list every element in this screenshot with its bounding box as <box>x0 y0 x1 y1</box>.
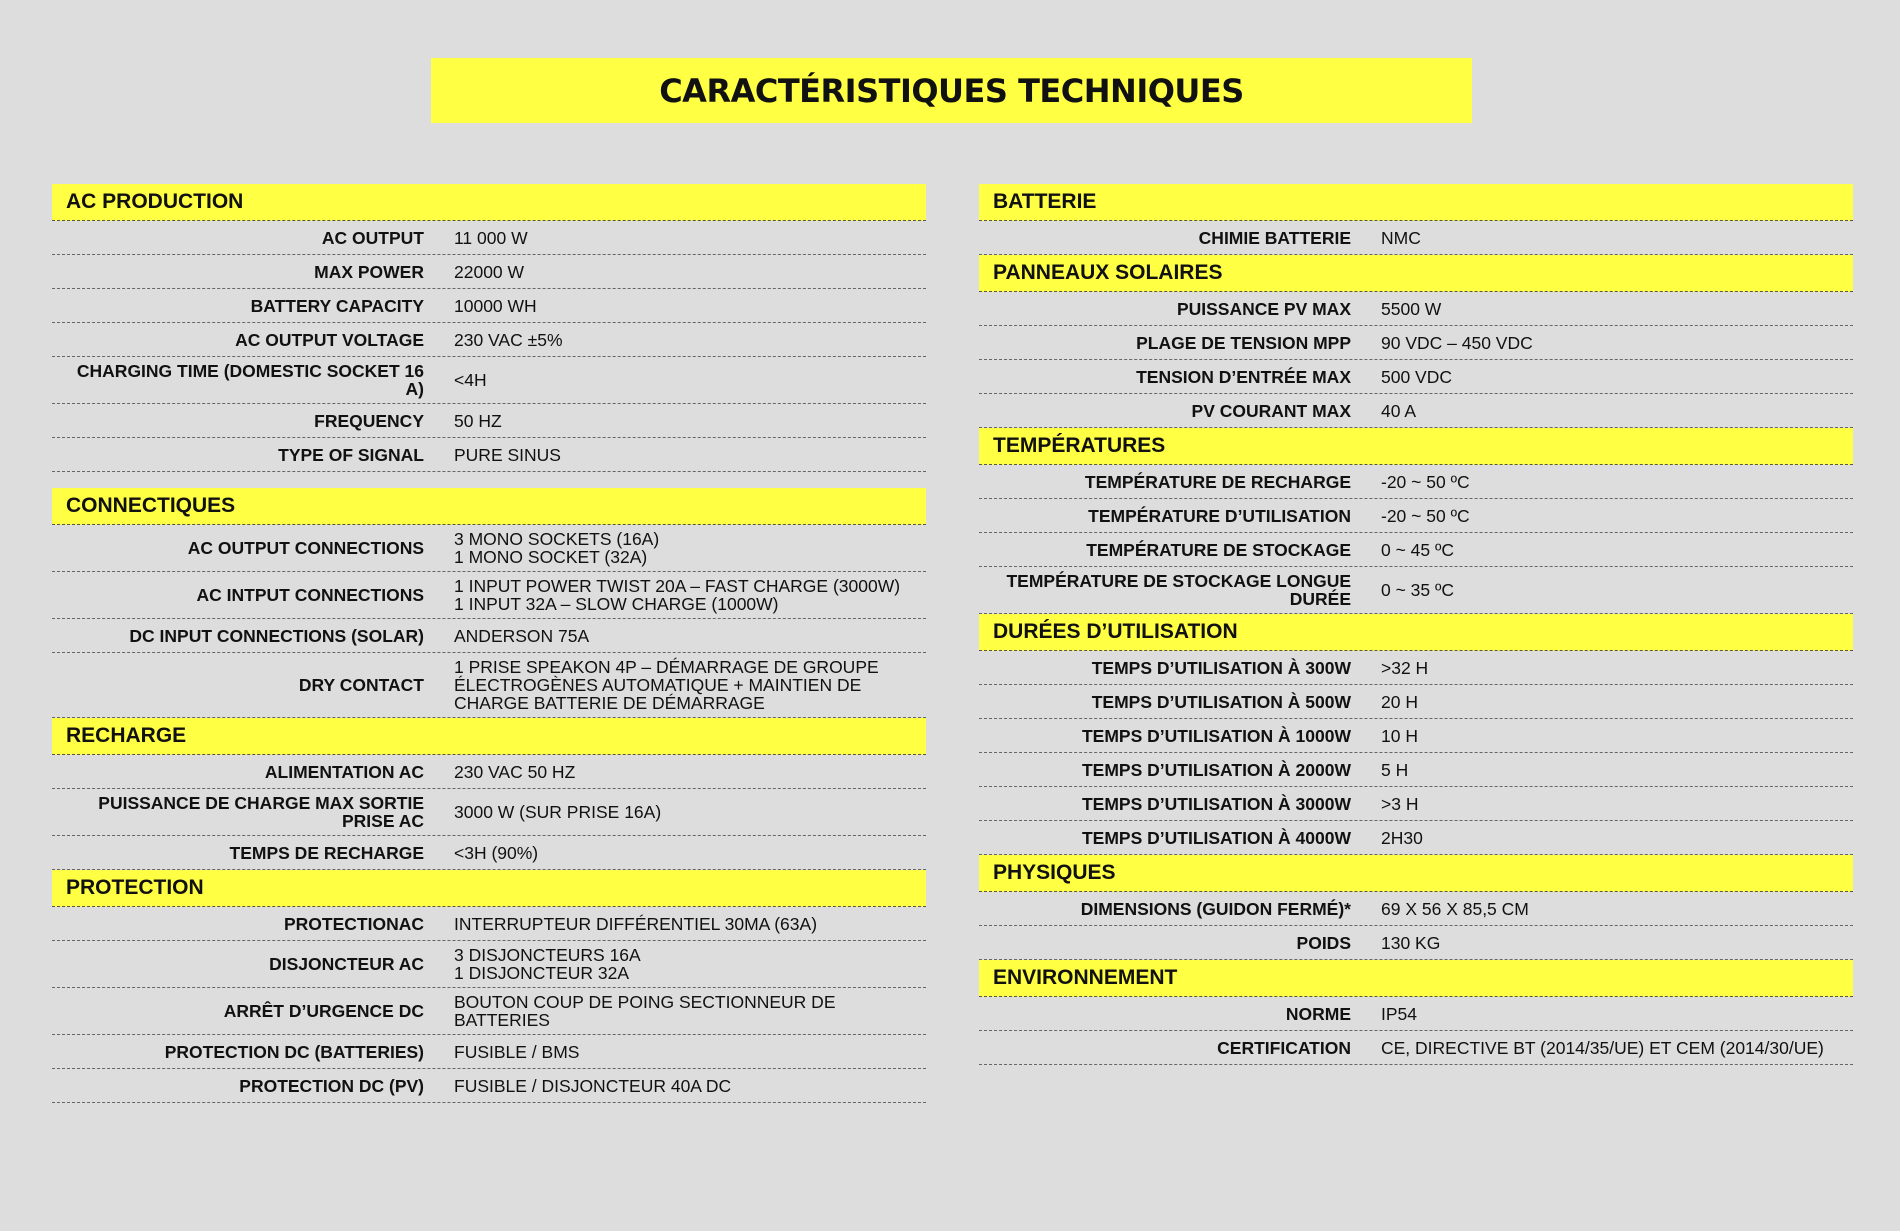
spec-value <box>424 297 537 315</box>
spec-value <box>424 627 589 645</box>
section-connectiques <box>52 488 926 718</box>
spec-row <box>52 1069 926 1103</box>
spec-row <box>979 997 1853 1031</box>
spec-value <box>424 1043 579 1061</box>
spec-row <box>52 836 926 870</box>
spec-value <box>424 993 926 1029</box>
spec-value <box>1351 693 1418 711</box>
spec-value-line: <3H (90%) <box>454 842 539 863</box>
spec-row <box>979 292 1853 326</box>
spec-row <box>52 323 926 357</box>
spec-value <box>1351 795 1418 813</box>
spec-row <box>52 988 926 1035</box>
spec-value-line: FUSIBLE / BMS <box>454 1041 580 1062</box>
spec-value <box>1351 300 1441 318</box>
spec-label: AC OUTPUT VOLTAGE <box>235 329 424 350</box>
spec-value <box>1351 1039 1824 1057</box>
spec-value-line: 1 PRISE SPEAKON 4P – DÉMARRAGE DE GROUPE ÉLECTROGÈNES AUTOMATIQUE + MAINTIEN DE CHARGE BATTERIE DE DÉMARRAGE <box>454 657 879 713</box>
spec-label: POIDS <box>1296 932 1351 953</box>
spec-value-line: PURE SINUS <box>454 444 561 465</box>
spec-row <box>52 438 926 472</box>
spec-value-line: 22000 W <box>454 261 525 282</box>
spec-label: TENSION D’ENTRÉE MAX <box>1136 366 1351 387</box>
spec-value <box>424 530 659 566</box>
spec-row <box>52 907 926 941</box>
spec-row <box>52 653 926 718</box>
spec-value-line: 500 VDC <box>1381 366 1453 387</box>
spec-label: PUISSANCE DE CHARGE MAX SORTIE PRISE AC <box>98 793 424 831</box>
spec-value <box>1351 229 1421 247</box>
spec-label: PV COURANT MAX <box>1191 400 1351 421</box>
spec-row <box>979 499 1853 533</box>
spec-row <box>979 465 1853 499</box>
spec-label: TYPE OF SIGNAL <box>278 444 424 465</box>
spec-label: NORME <box>1285 1003 1351 1024</box>
spec-label: PROTECTION DC (BATTERIES) <box>164 1041 424 1062</box>
section-recharge <box>52 718 926 870</box>
section-physiques <box>979 855 1853 960</box>
spec-value <box>1351 402 1416 420</box>
spec-value-line: 1 MONO SOCKET (32A) <box>454 547 648 567</box>
spec-value-line: 3 MONO SOCKETS (16A) <box>454 529 660 549</box>
spec-label: BATTERY CAPACITY <box>250 295 424 316</box>
spec-label: DC INPUT CONNECTIONS (SOLAR) <box>129 625 424 646</box>
spec-row <box>52 755 926 789</box>
spec-label: DRY CONTACT <box>298 675 424 695</box>
spec-label: AC INTPUT CONNECTIONS <box>196 585 424 605</box>
spec-value-line: 10 H <box>1381 725 1418 746</box>
section-heading: PHYSIQUES <box>979 855 1853 892</box>
spec-value-line: 20 H <box>1381 691 1418 712</box>
spec-value <box>424 263 524 281</box>
spec-row <box>979 360 1853 394</box>
spec-label: MAX POWER <box>314 261 424 282</box>
section-heading: PROTECTION <box>52 870 926 907</box>
spec-label: FREQUENCY <box>314 410 424 431</box>
spec-value-line: 1 DISJONCTEUR 32A <box>454 963 630 983</box>
spec-label: AC OUTPUT CONNECTIONS <box>187 538 424 558</box>
spec-label: PUISSANCE PV MAX <box>1176 298 1351 319</box>
spec-label: PLAGE DE TENSION MPP <box>1136 332 1351 353</box>
spec-row <box>979 787 1853 821</box>
spec-value-line: 0 ~ 35 ºC <box>1381 580 1455 600</box>
spec-row <box>979 221 1853 255</box>
spec-value-line: 50 HZ <box>454 410 502 431</box>
spec-value <box>424 577 900 613</box>
spec-row <box>52 525 926 572</box>
right-column <box>979 184 1853 1065</box>
section-heading: PANNEAUX SOLAIRES <box>979 255 1853 292</box>
section-heading: RECHARGE <box>52 718 926 755</box>
spec-value-line: ANDERSON 75A <box>454 625 590 646</box>
section-ac-production <box>52 184 926 472</box>
spec-value-line: NMC <box>1381 227 1421 248</box>
spec-label: TEMPÉRATURE DE RECHARGE <box>1084 471 1351 492</box>
spec-value-line: 10000 WH <box>454 295 537 316</box>
spec-row <box>979 753 1853 787</box>
section-heading: AC PRODUCTION <box>52 184 926 221</box>
spec-value <box>1351 934 1440 952</box>
section-temperatures <box>979 428 1853 614</box>
section-panneaux-solaires <box>979 255 1853 428</box>
spec-row <box>979 533 1853 567</box>
spec-value-line: BOUTON COUP DE POING SECTIONNEUR DE BATTERIES <box>454 992 836 1030</box>
spec-label: TEMPS D’UTILISATION À 4000W <box>1081 827 1351 848</box>
spec-value <box>1351 659 1428 677</box>
spec-value <box>1351 581 1454 599</box>
spec-row <box>979 892 1853 926</box>
spec-value <box>424 229 528 247</box>
section-environnement <box>979 960 1853 1065</box>
section-heading: DURÉES D’UTILISATION <box>979 614 1853 651</box>
spec-label: TEMPS D’UTILISATION À 3000W <box>1081 793 1351 814</box>
page-title: CARACTÉRISTIQUES TECHNIQUES <box>659 71 1244 110</box>
spec-label: CHARGING TIME (DOMESTIC SOCKET 16 A) <box>76 361 424 399</box>
spec-label: DIMENSIONS (GUIDON FERMÉ)* <box>1080 898 1351 919</box>
spec-label: TEMPS D’UTILISATION À 2000W <box>1081 759 1351 780</box>
section-batterie <box>979 184 1853 255</box>
spec-value-line: 1 INPUT POWER TWIST 20A – FAST CHARGE (3000W) <box>454 576 901 596</box>
title-banner <box>431 58 1472 123</box>
spec-value <box>424 371 487 389</box>
spec-value-line: IP54 <box>1381 1003 1417 1024</box>
spec-row <box>52 619 926 653</box>
spec-value <box>1351 368 1452 386</box>
spec-row <box>52 789 926 836</box>
spec-value-line: 2H30 <box>1381 827 1423 848</box>
spec-value-line: 11 000 W <box>454 227 528 248</box>
spec-value-line: >32 H <box>1381 657 1429 678</box>
spec-label: PROTECTIONAC <box>284 913 424 934</box>
spec-label: TEMPÉRATURE DE STOCKAGE LONGUE DURÉE <box>1006 571 1351 609</box>
spec-label: CERTIFICATION <box>1217 1037 1351 1058</box>
spec-row <box>979 926 1853 960</box>
spec-label: TEMPS D’UTILISATION À 300W <box>1091 657 1351 678</box>
spec-row <box>979 326 1853 360</box>
spec-row <box>52 572 926 619</box>
spec-row <box>979 719 1853 753</box>
spec-label: TEMPS D’UTILISATION À 500W <box>1091 691 1351 712</box>
spec-row <box>979 1031 1853 1065</box>
spec-value-line: >3 H <box>1381 793 1419 814</box>
spec-value-line: 5500 W <box>1381 298 1442 319</box>
left-column <box>52 184 926 1103</box>
spec-value-line: -20 ~ 50 ºC <box>1381 471 1470 492</box>
spec-value-line: 5 H <box>1381 759 1409 780</box>
spec-label: PROTECTION DC (PV) <box>239 1075 424 1096</box>
spec-row <box>52 404 926 438</box>
spec-value-line: 3 DISJONCTEURS 16A <box>454 945 641 965</box>
spec-value-line: 90 VDC – 450 VDC <box>1381 332 1533 353</box>
spec-value <box>424 946 641 982</box>
spec-value <box>1351 727 1418 745</box>
spec-row <box>979 685 1853 719</box>
spec-value <box>1351 761 1408 779</box>
spec-row <box>52 221 926 255</box>
spec-value-line: 1 INPUT 32A – SLOW CHARGE (1000W) <box>454 594 779 614</box>
spec-value <box>1351 334 1533 352</box>
spec-label: TEMPÉRATURE DE STOCKAGE <box>1086 539 1351 560</box>
spec-row <box>979 394 1853 428</box>
spec-value <box>1351 829 1423 847</box>
spec-value <box>1351 900 1529 918</box>
spec-row <box>979 651 1853 685</box>
spec-row <box>52 357 926 404</box>
spec-label: TEMPÉRATURE D’UTILISATION <box>1088 505 1351 526</box>
spec-value <box>1351 507 1470 525</box>
section-heading: TEMPÉRATURES <box>979 428 1853 465</box>
spec-value <box>1351 541 1454 559</box>
spec-value-line: <4H <box>454 370 487 390</box>
spec-label: TEMPS DE RECHARGE <box>229 842 424 863</box>
spec-value-line: 130 KG <box>1381 932 1441 953</box>
section-protection <box>52 870 926 1103</box>
spec-row <box>52 289 926 323</box>
spec-value-line: 69 X 56 X 85,5 CM <box>1381 898 1529 919</box>
spec-label: AC OUTPUT <box>321 227 424 248</box>
spec-value <box>424 915 817 933</box>
section-durees-d-utilisation <box>979 614 1853 855</box>
spec-label: TEMPS D’UTILISATION À 1000W <box>1081 725 1351 746</box>
spec-value <box>424 331 563 349</box>
spec-value <box>424 658 926 712</box>
spec-value-line: 230 VAC ±5% <box>454 329 563 350</box>
spec-row <box>52 941 926 988</box>
spec-value-line: 0 ~ 45 ºC <box>1381 539 1455 560</box>
spec-value <box>1351 1005 1417 1023</box>
spec-value-line: 3000 W (SUR PRISE 16A) <box>454 802 662 822</box>
spec-value-line: FUSIBLE / DISJONCTEUR 40A DC <box>454 1075 732 1096</box>
spec-value-line: -20 ~ 50 ºC <box>1381 505 1470 526</box>
spec-value-line: 230 VAC 50 HZ <box>454 761 576 782</box>
spec-row <box>979 821 1853 855</box>
spec-value <box>424 844 538 862</box>
spec-value <box>424 763 575 781</box>
spec-value <box>424 1077 731 1095</box>
spec-value <box>424 803 661 821</box>
section-heading: CONNECTIQUES <box>52 488 926 525</box>
spec-label: ARRÊT D’URGENCE DC <box>223 1001 424 1021</box>
spec-row <box>979 567 1853 614</box>
spec-row <box>52 1035 926 1069</box>
spec-value <box>424 446 561 464</box>
spec-label: DISJONCTEUR AC <box>269 954 424 974</box>
spec-label: CHIMIE BATTERIE <box>1198 227 1351 248</box>
spec-value-line: 40 A <box>1381 400 1417 421</box>
spec-value <box>1351 473 1470 491</box>
spec-value <box>424 412 502 430</box>
section-heading: BATTERIE <box>979 184 1853 221</box>
section-heading: ENVIRONNEMENT <box>979 960 1853 997</box>
spec-label: ALIMENTATION AC <box>264 761 424 782</box>
spec-value-line: CE, DIRECTIVE BT (2014/35/UE) ET CEM (2014/30/UE) <box>1381 1037 1824 1058</box>
spec-row <box>52 255 926 289</box>
spec-value-line: INTERRUPTEUR DIFFÉRENTIEL 30MA (63A) <box>454 913 818 934</box>
